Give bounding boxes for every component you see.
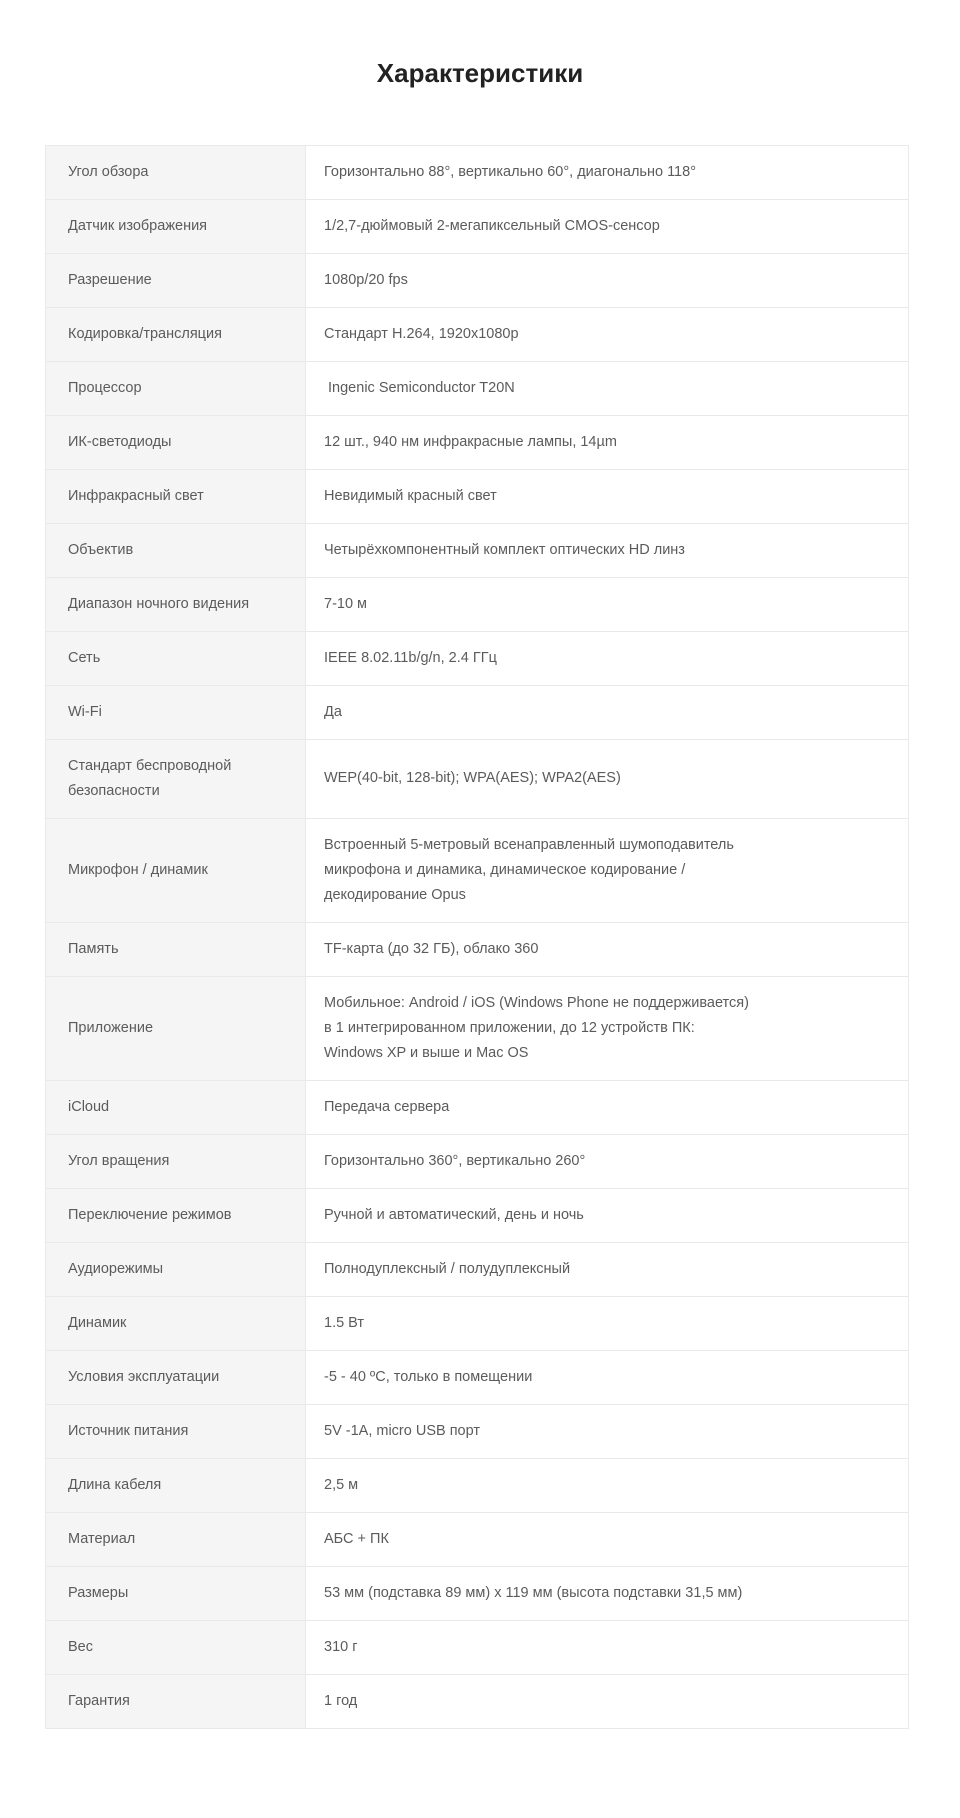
spec-value-cell: [306, 145, 909, 199]
spec-label-cell: Wi-Fi: [46, 685, 306, 739]
spec-value-cell: [306, 1566, 909, 1620]
spec-value-cell: [306, 1242, 909, 1296]
table-row: [46, 976, 909, 1080]
spec-table-container: [0, 107, 960, 1729]
spec-value-line: 310 г: [324, 1638, 358, 1655]
spec-value-cell: [306, 1512, 909, 1566]
table-row: [46, 253, 909, 307]
spec-label-cell: Угол вращения: [46, 1134, 306, 1188]
spec-label-cell: Разрешение: [46, 253, 306, 307]
table-row: [46, 1242, 909, 1296]
spec-label-cell: Аудиорежимы: [46, 1242, 306, 1296]
spec-label-cell: Микрофон / динамик: [46, 818, 306, 922]
spec-label-cell: iCloud: [46, 1080, 306, 1134]
page-title: Характеристики: [376, 58, 584, 89]
spec-value-cell: [306, 361, 909, 415]
table-row: [46, 307, 909, 361]
spec-value-line: TF-карта (до 32 ГБ), облако 360: [324, 940, 539, 957]
spec-label-cell: Приложение: [46, 976, 306, 1080]
spec-value-line: -5 - 40 ºC, только в помещении: [324, 1368, 533, 1385]
spec-value-cell: [306, 631, 909, 685]
spec-label-cell: Объектив: [46, 523, 306, 577]
spec-value-line: в 1 интегрированном приложении, до 12 устройств ПК:: [324, 1019, 695, 1036]
spec-label-cell: Материал: [46, 1512, 306, 1566]
spec-value-line: 5V -1A, micro USB порт: [324, 1422, 481, 1439]
table-row: [46, 1134, 909, 1188]
spec-value-line: Стандарт H.264, 1920x1080p: [324, 325, 519, 342]
spec-value-line: Невидимый красный свет: [324, 487, 497, 504]
spec-label-cell: Источник питания: [46, 1404, 306, 1458]
table-row: [46, 1350, 909, 1404]
spec-value-cell: [306, 1404, 909, 1458]
table-row: [46, 361, 909, 415]
spec-value-cell: [306, 199, 909, 253]
spec-label-cell: Датчик изображения: [46, 199, 306, 253]
spec-label-cell: Гарантия: [46, 1674, 306, 1728]
spec-label-cell: Угол обзора: [46, 145, 306, 199]
spec-value-line: Да: [324, 703, 342, 720]
table-row: [46, 577, 909, 631]
spec-value-line: Мобильное: Android / iOS (Windows Phone не поддерживается): [324, 994, 749, 1011]
table-row: [46, 1566, 909, 1620]
spec-label-cell: Вес: [46, 1620, 306, 1674]
table-row: [46, 145, 909, 199]
table-row: [46, 1080, 909, 1134]
spec-table-body: [46, 145, 909, 1728]
spec-value-line: 1 год: [324, 1692, 358, 1709]
spec-value-cell: [306, 685, 909, 739]
spec-value-line: 2,5 м: [324, 1476, 359, 1493]
table-row: [46, 818, 909, 922]
spec-value-cell: [306, 415, 909, 469]
specifications-table: [45, 145, 909, 1729]
spec-value-line: Передача сервера: [324, 1098, 450, 1115]
spec-label-cell: Переключение режимов: [46, 1188, 306, 1242]
table-row: [46, 739, 909, 818]
spec-label-cell: Инфракрасный свет: [46, 469, 306, 523]
spec-value-line: Windows XP и выше и Mac OS: [324, 1044, 529, 1061]
spec-value-cell: [306, 469, 909, 523]
spec-value-line: 53 мм (подставка 89 мм) x 119 мм (высота подставки 31,5 мм): [324, 1584, 743, 1601]
table-row: [46, 415, 909, 469]
spec-label-cell: Условия эксплуатации: [46, 1350, 306, 1404]
table-row: [46, 1404, 909, 1458]
spec-value-line: IEEE 8.02.11b/g/n, 2.4 ГГц: [324, 649, 497, 666]
spec-value-cell: [306, 523, 909, 577]
spec-label-cell: Кодировка/трансляция: [46, 307, 306, 361]
table-row: [46, 1674, 909, 1728]
table-row: [46, 685, 909, 739]
spec-value-line: Встроенный 5-метровый всенаправленный шумоподавитель: [324, 836, 734, 853]
spec-value-cell: [306, 922, 909, 976]
table-row: [46, 1296, 909, 1350]
table-row: [46, 469, 909, 523]
table-row: [46, 199, 909, 253]
spec-value-line: Четырёхкомпонентный комплект оптических HD линз: [324, 541, 685, 558]
spec-label-cell: Процессор: [46, 361, 306, 415]
spec-value-line: 1/2,7-дюймовый 2-мегапиксельный CMOS-сенсор: [324, 217, 660, 234]
spec-value-cell: [306, 1674, 909, 1728]
spec-value-line: Ручной и автоматический, день и ночь: [324, 1206, 584, 1223]
spec-label-cell: Память: [46, 922, 306, 976]
spec-value-cell: [306, 253, 909, 307]
table-row: [46, 1620, 909, 1674]
spec-value-cell: [306, 1620, 909, 1674]
bottom-spacer: [0, 1729, 960, 1789]
table-row: [46, 631, 909, 685]
spec-value-cell: [306, 818, 909, 922]
table-row: [46, 1512, 909, 1566]
spec-label-cell: Динамик: [46, 1296, 306, 1350]
specifications-page: [0, 17, 960, 1818]
spec-value-line: Ingenic Semiconductor T20N: [324, 379, 515, 396]
spec-label-cell: ИК-светодиоды: [46, 415, 306, 469]
table-row: [46, 1188, 909, 1242]
spec-label-cell: Сеть: [46, 631, 306, 685]
spec-value-cell: [306, 739, 909, 818]
spec-value-cell: [306, 1458, 909, 1512]
spec-value-line: 12 шт., 940 нм инфракрасные лампы, 14µm: [324, 433, 617, 450]
spec-value-line: 7-10 м: [324, 595, 368, 612]
table-row: [46, 523, 909, 577]
spec-label-cell: Стандарт беспроводной безопасности: [46, 739, 306, 818]
table-row: [46, 1458, 909, 1512]
spec-value-line: декодирование Opus: [324, 886, 466, 903]
spec-value-cell: [306, 307, 909, 361]
table-row: [46, 922, 909, 976]
spec-value-line: Полнодуплексный / полудуплексный: [324, 1260, 571, 1277]
spec-value-line: Горизонтально 360°, вертикально 260°: [324, 1152, 586, 1169]
spec-value-cell: [306, 577, 909, 631]
spec-value-cell: [306, 1080, 909, 1134]
spec-value-line: 1.5 Вт: [324, 1314, 365, 1331]
spec-value-line: Горизонтально 88°, вертикально 60°, диагонально 118°: [324, 163, 696, 180]
spec-label-cell: Размеры: [46, 1566, 306, 1620]
spec-value-cell: [306, 976, 909, 1080]
spec-value-line: АБС + ПК: [324, 1530, 389, 1547]
spec-value-cell: [306, 1350, 909, 1404]
spec-value-line: 1080p/20 fps: [324, 271, 408, 288]
spec-value-cell: [306, 1296, 909, 1350]
spec-label-cell: Диапазон ночного видения: [46, 577, 306, 631]
spec-value-line: WEP(40-bit, 128-bit); WPA(AES); WPA2(AES): [324, 770, 621, 787]
spec-value-cell: [306, 1134, 909, 1188]
spec-label-cell: Длина кабеля: [46, 1458, 306, 1512]
spec-value-line: микрофона и динамика, динамическое кодирование /: [324, 861, 686, 878]
spec-value-cell: [306, 1188, 909, 1242]
